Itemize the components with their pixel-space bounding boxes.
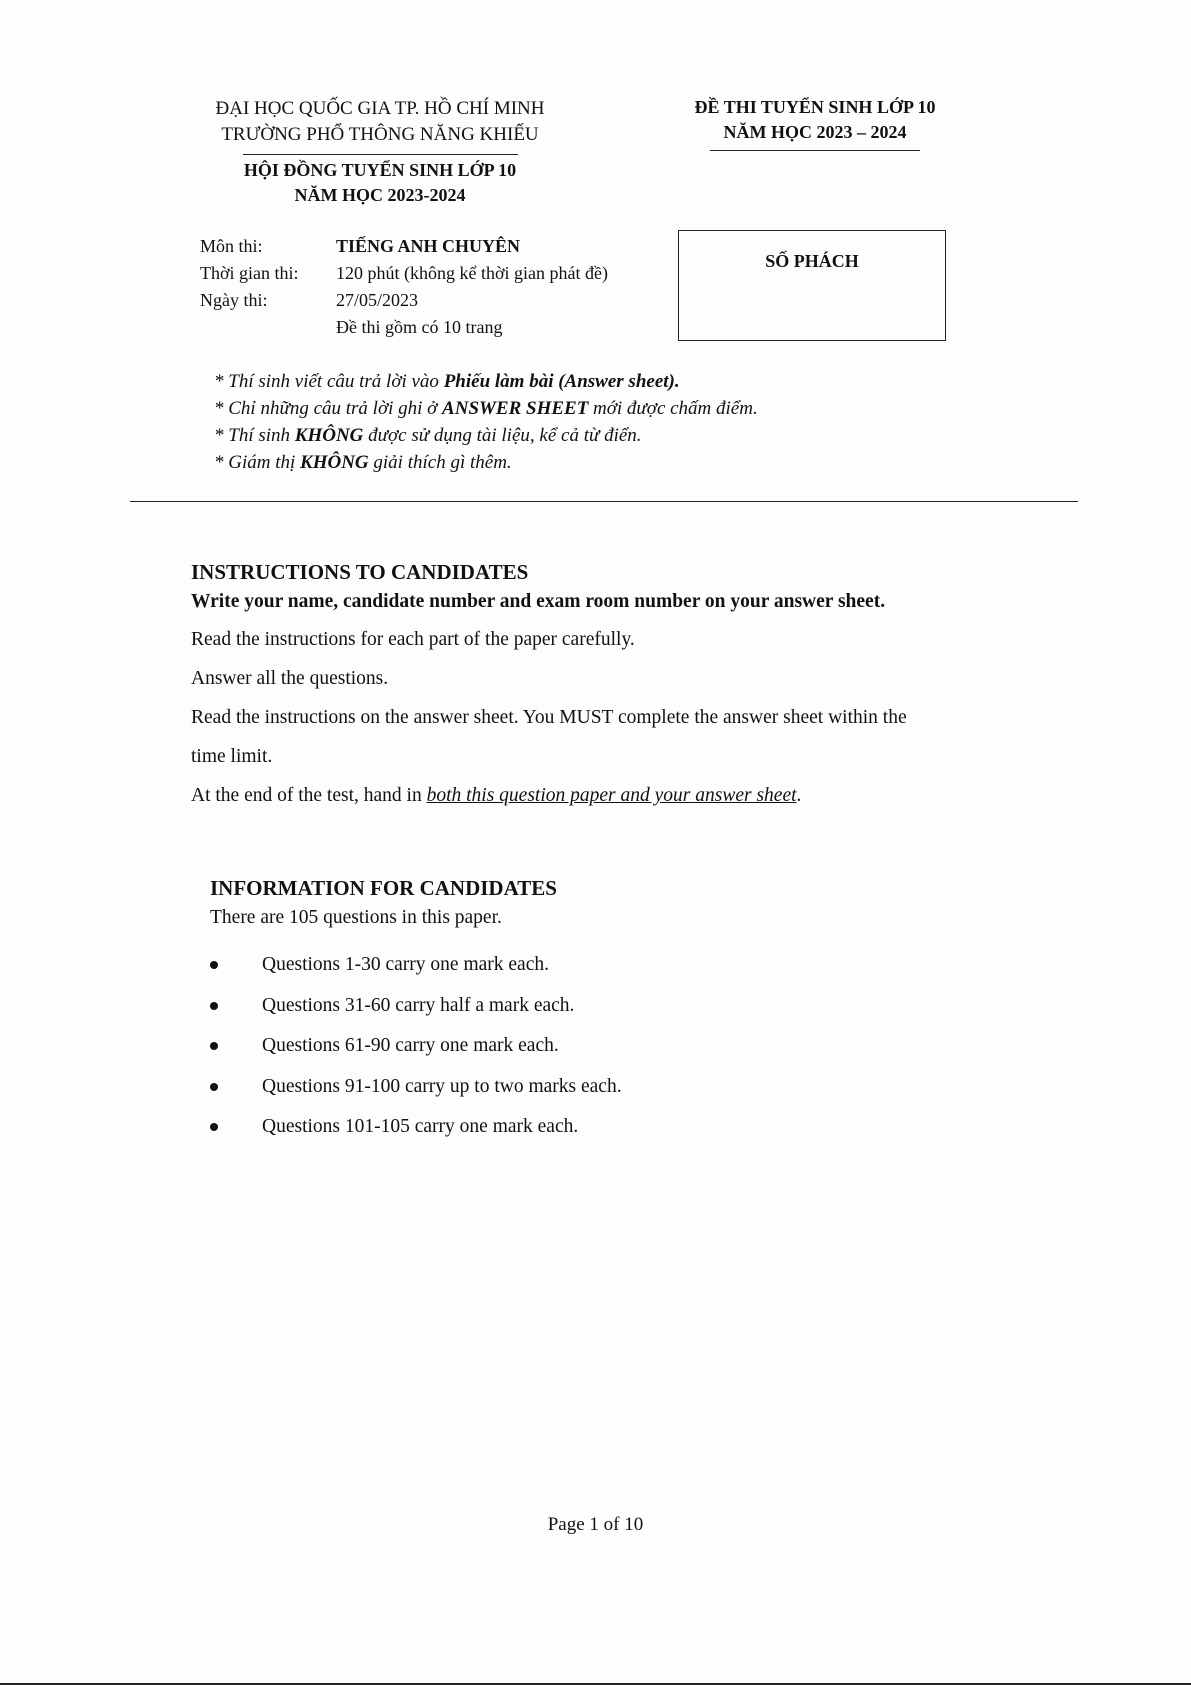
- list-item: Questions 31-60 carry half a mark each.: [206, 986, 622, 1027]
- council-year: NĂM HỌC 2023-2024: [294, 185, 466, 205]
- information-title: INFORMATION FOR CANDIDATES: [210, 876, 557, 900]
- instructions-line-4: time limit.: [191, 746, 273, 767]
- pages-row: [200, 314, 608, 341]
- note-2: * Chỉ những câu trả lời ghi ở ANSWER SHEET mới được chấm điểm.: [214, 398, 758, 419]
- exam-title-underline: [710, 150, 920, 151]
- school-name: TRƯỜNG PHỔ THÔNG NĂNG KHIẾU: [221, 124, 539, 145]
- hand-in-emphasis: both this question paper and your answer sheet: [426, 785, 797, 806]
- date-value: 27/05/2023: [336, 290, 419, 310]
- marks-list: [206, 945, 622, 1148]
- list-item: Questions 1-30 carry one mark each.: [206, 945, 622, 986]
- time-label: Thời gian thi:: [200, 263, 299, 283]
- bullet-icon: [210, 961, 218, 969]
- exam-year: NĂM HỌC 2023 – 2024: [723, 122, 907, 142]
- list-item: Questions 91-100 carry up to two marks each.: [206, 1067, 622, 1108]
- candidate-notes: [214, 368, 758, 476]
- council-name: HỘI ĐỒNG TUYỂN SINH LỚP 10: [243, 160, 517, 180]
- time-value: 120 phút (không kể thời gian phát đề): [336, 263, 608, 283]
- header-underline: [243, 154, 518, 155]
- time-row: [200, 260, 608, 287]
- date-label: Ngày thi:: [200, 290, 268, 310]
- subject-row: [200, 233, 608, 260]
- exam-title-header: [650, 95, 980, 151]
- so-phach-box: [678, 230, 946, 341]
- note-4: * Giám thị KHÔNG giải thích gì thêm.: [214, 452, 512, 473]
- date-row: [200, 287, 608, 314]
- so-phach-label: SỐ PHÁCH: [765, 251, 859, 271]
- bullet-icon: [210, 1002, 218, 1010]
- page-number: Page 1 of 10: [547, 1514, 644, 1535]
- institution-header: [170, 96, 590, 155]
- subject-value: TIẾNG ANH CHUYÊN: [336, 236, 521, 256]
- instructions-line-5: At the end of the test, hand in both this question paper and your answer sheet.: [191, 785, 802, 806]
- instructions-line-2: Answer all the questions.: [191, 668, 389, 689]
- instructions-line-1: Read the instructions for each part of the paper carefully.: [191, 629, 635, 650]
- university-name: ĐẠI HỌC QUỐC GIA TP. HỒ CHÍ MINH: [215, 98, 545, 119]
- instructions-bold-line: Write your name, candidate number and exam room number on your answer sheet.: [191, 591, 886, 612]
- question-count: There are 105 questions in this paper.: [210, 907, 502, 928]
- list-item: Questions 101-105 carry one mark each.: [206, 1107, 622, 1148]
- note-3: * Thí sinh KHÔNG được sử dụng tài liệu, kể cả từ điển.: [214, 425, 642, 446]
- note-1: * Thí sinh viết câu trả lời vào Phiếu làm bài (Answer sheet).: [214, 371, 680, 392]
- subject-label: Môn thi:: [200, 236, 263, 256]
- bullet-icon: [210, 1123, 218, 1131]
- instructions-title: INSTRUCTIONS TO CANDIDATES: [191, 560, 529, 584]
- bullet-icon: [210, 1042, 218, 1050]
- section-divider: [130, 501, 1078, 502]
- exam-info: [200, 233, 608, 341]
- list-item: Questions 61-90 carry one mark each.: [206, 1026, 622, 1067]
- bullet-icon: [210, 1083, 218, 1091]
- council-header: [170, 158, 590, 208]
- instructions-line-3: Read the instructions on the answer sheet. You MUST complete the answer sheet within the: [191, 707, 907, 728]
- pages-note: Đề thi gồm có 10 trang: [336, 317, 503, 337]
- exam-title: ĐỀ THI TUYỂN SINH LỚP 10: [694, 97, 936, 117]
